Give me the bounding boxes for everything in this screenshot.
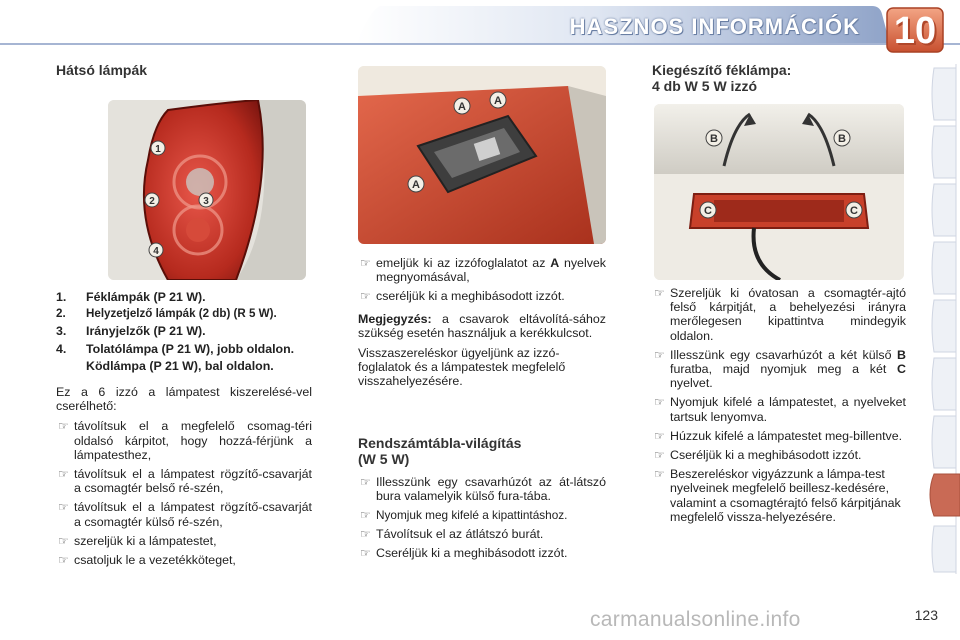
list-item: ☞ távolítsuk el a megfelelő csomag-téri oldalsó kárpitot, hogy hozzá-férjünk a lámpatesthez, bbox=[58, 419, 312, 462]
page-number: 123 bbox=[914, 607, 938, 623]
rear-lamp-photo bbox=[108, 100, 306, 280]
list-item: ☞ Nyomjuk kifelé a lámpatestet, a nyelveket tartsuk lenyomva. bbox=[654, 395, 906, 424]
brake-lamp-callout-c: C bbox=[704, 205, 712, 217]
pointing-hand-icon: ☞ bbox=[654, 467, 665, 482]
list-item: ☞ Beszereléskor vigyázzunk a lámpa-test nyelveinek megfelelő beillesz-kedésére, valamint a csomagtérajtó felső kárpitjának megfelelő vissza-helyezésére. bbox=[654, 467, 901, 524]
list-item: ☞ Illesszünk egy csavarhúzót az át-látszó bura valamelyik külső fura-tába. bbox=[360, 474, 606, 503]
pointing-hand-icon: ☞ bbox=[58, 553, 69, 568]
list-item: ☞ Cseréljük ki a meghibásodott izzót. bbox=[360, 546, 568, 561]
pointing-hand-icon: ☞ bbox=[654, 395, 665, 410]
pointing-hand-icon: ☞ bbox=[360, 546, 371, 561]
pointing-hand-icon: ☞ bbox=[58, 419, 69, 434]
section-heading-plate-lamp: Rendszámtábla-világítás (W 5 W) bbox=[358, 434, 522, 467]
lamp-callout-2: 2 bbox=[149, 196, 155, 207]
brake-lamp-callout-b: B bbox=[710, 133, 718, 145]
bulb-list bbox=[56, 290, 312, 373]
pointing-hand-icon: ☞ bbox=[654, 428, 665, 443]
list-item: ☞ távolítsuk el a lámpatest rögzítő-csavarját a csomagtér belső ré-szén, bbox=[58, 467, 312, 496]
list-item: ☞ Távolítsuk el az átlátszó burát. bbox=[360, 527, 544, 542]
holder-callout-a: A bbox=[458, 101, 466, 113]
lamp-callout-1: 1 bbox=[155, 144, 161, 155]
list-item: ☞ Szereljük ki óvatosan a csomagtér-ajtó felső kárpitját, a behelyezési irányra merőlegesen kipattintva mindegyik oldalon. bbox=[654, 286, 906, 343]
chapter-side-tabs bbox=[928, 64, 960, 574]
list-item: ☞ emeljük ki az izzófoglalatot az A nyelvek megnyomásával, bbox=[360, 256, 606, 285]
column-bulb-replacement bbox=[358, 256, 606, 569]
note-text: Megjegyzés: a csavarok eltávolítá-sához szükség esetén használjuk a kerékkulcsot. bbox=[358, 311, 606, 340]
list-item: ☞ szereljük ki a lámpatestet, bbox=[58, 533, 217, 548]
pointing-hand-icon: ☞ bbox=[360, 508, 371, 523]
pointing-hand-icon: ☞ bbox=[654, 286, 665, 300]
lamp-callout-4: 4 bbox=[153, 246, 159, 257]
list-item: ☞ csatoljuk le a vezetékköteget, bbox=[58, 553, 236, 568]
brake-lamp-procedure-list bbox=[652, 286, 906, 524]
section-heading-third-brake-lamp: Kiegészítő féklámpa: 4 db W 5 W izzó bbox=[652, 62, 792, 94]
holder-callout-a: A bbox=[494, 95, 502, 107]
procedure-list bbox=[56, 419, 312, 567]
bulb-procedure-list bbox=[358, 256, 606, 304]
list-item: ☞ Illesszünk egy csavarhúzót a két külső B furatba, majd nyomjuk meg a két C nyelvet. bbox=[654, 347, 906, 391]
pointing-hand-icon: ☞ bbox=[360, 289, 371, 304]
bulb-list-item: 4. Tolatólámpa (P 21 W), jobb oldalon. Ködlámpa (P 21 W), bal oldalon. bbox=[56, 341, 295, 373]
column-third-brake-lamp-text bbox=[652, 286, 906, 532]
list-item: ☞ cseréljük ki a meghibásodott izzót. bbox=[360, 289, 565, 304]
pointing-hand-icon: ☞ bbox=[654, 347, 665, 362]
brake-lamp-callout-b: B bbox=[838, 133, 846, 145]
bulb-list-item: 3. Irányjelzők (P 21 W). bbox=[56, 324, 206, 339]
column-rear-lamps-text bbox=[56, 290, 312, 575]
pointing-hand-icon: ☞ bbox=[654, 448, 665, 463]
holder-callout-a: A bbox=[412, 179, 420, 191]
list-item: ☞ távolítsuk el a lámpatest rögzítő-csavarját a csomagtér külső ré-szén, bbox=[58, 500, 312, 529]
pointing-hand-icon: ☞ bbox=[58, 467, 69, 482]
bulb-list-item: 2. Helyzetjelző lámpák (2 db) (R 5 W). bbox=[56, 307, 277, 321]
pointing-hand-icon: ☞ bbox=[360, 256, 371, 270]
plate-procedure-list bbox=[358, 475, 606, 561]
column-rear-lamps bbox=[56, 62, 312, 86]
list-item: ☞ Nyomjuk meg kifelé a kipattintáshoz. bbox=[360, 508, 568, 523]
pointing-hand-icon: ☞ bbox=[58, 533, 69, 548]
list-item: ☞ Cseréljük ki a meghibásodott izzót. bbox=[654, 448, 862, 463]
reassembly-text: Visszaszereléskor ügyeljünk az izzó-foglalatok és a lámpatestek megfelelő visszahelyezésére. bbox=[358, 346, 566, 389]
pointing-hand-icon: ☞ bbox=[360, 474, 371, 489]
page-header-title: HASZNOS INFORMÁCIÓK bbox=[569, 14, 860, 39]
pointing-hand-icon: ☞ bbox=[360, 527, 371, 542]
list-item: ☞ Húzzuk kifelé a lámpatestet meg-billentve. bbox=[654, 428, 903, 443]
brake-lamp-callout-c: C bbox=[850, 205, 858, 217]
intro-text: Ez a 6 izzó a lámpatest kiszerelésé-vel cserélhető: bbox=[56, 385, 312, 414]
column-third-brake-lamp bbox=[652, 62, 906, 102]
pointing-hand-icon: ☞ bbox=[58, 500, 69, 515]
lamp-callout-3: 3 bbox=[203, 196, 209, 207]
watermark-text: carmanualsonline.info bbox=[590, 608, 801, 631]
chapter-number-badge: 10 bbox=[893, 10, 937, 52]
bulb-list-item: 1. Féklámpák (P 21 W). bbox=[56, 290, 206, 304]
bulb-holder-photo bbox=[358, 66, 606, 244]
third-brake-lamp-photo bbox=[654, 104, 904, 280]
section-heading-rear-lamps: Hátsó lámpák bbox=[56, 62, 148, 78]
